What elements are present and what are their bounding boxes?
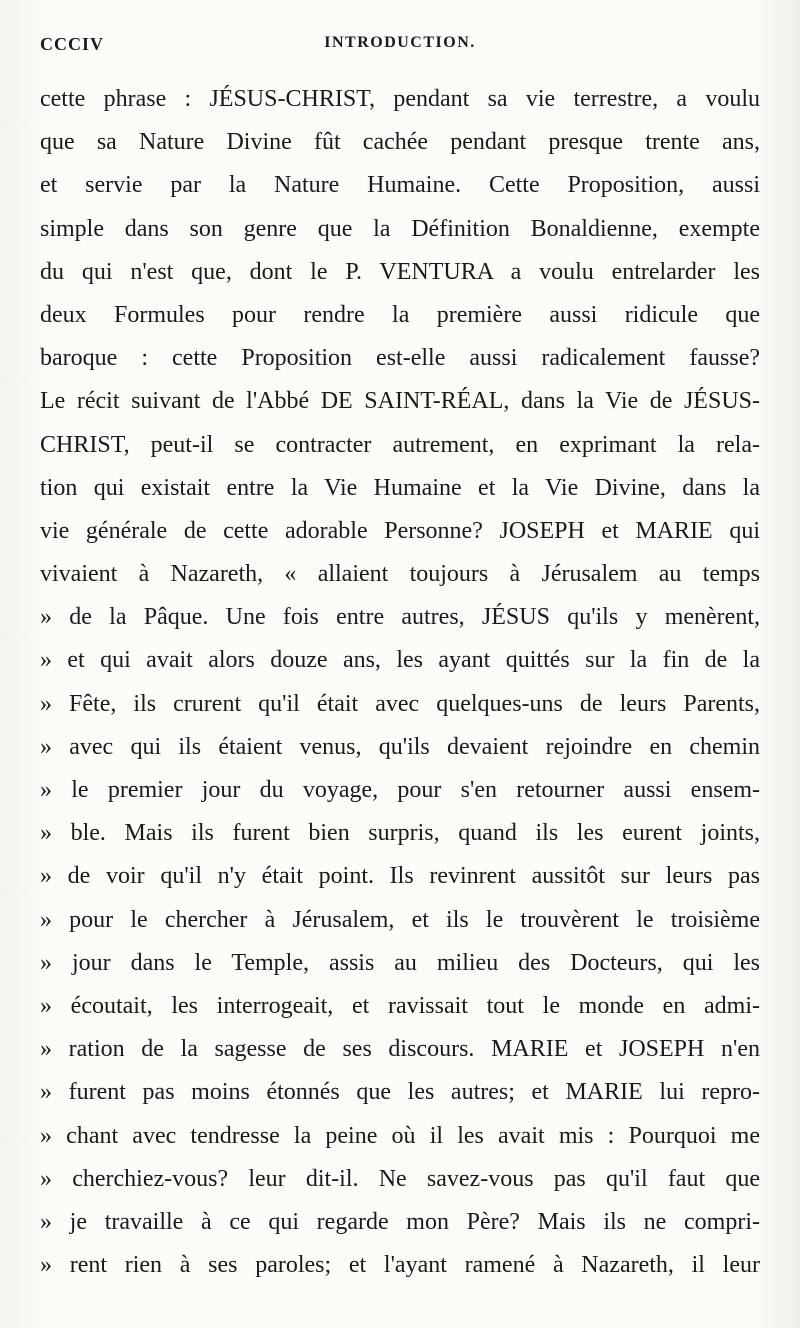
text-line: baroque : cette Proposition est-elle aussi radicalement fausse?: [40, 345, 760, 372]
body-text: [40, 78, 760, 1287]
text-line: Le récit suivant de l'Abbé DE SAINT-RÉAL, dans la Vie de JÉSUS-: [40, 388, 760, 415]
text-line: » de voir qu'il n'y était point. Ils revinrent aussitôt sur leurs pas: [40, 863, 760, 890]
running-title: INTRODUCTION.: [324, 34, 476, 51]
text-line: » jour dans le Temple, assis au milieu des Docteurs, qui les: [40, 949, 760, 976]
text-line: » avec qui ils étaient venus, qu'ils devaient rejoindre en chemin: [40, 733, 760, 760]
text-line: » je travaille à ce qui regarde mon Père? Mais ils ne compri-: [40, 1208, 760, 1235]
text-line: » de la Pâque. Une fois entre autres, JÉSUS qu'ils y menèrent,: [40, 604, 760, 631]
text-line: » ble. Mais ils furent bien surpris, quand ils les eurent joints,: [40, 820, 760, 847]
page-header: [40, 34, 760, 60]
text-line: et servie par la Nature Humaine. Cette Proposition, aussi: [40, 172, 760, 199]
text-line: » le premier jour du voyage, pour s'en retourner aussi ensem-: [40, 777, 760, 803]
text-line: » écoutait, les interrogeait, et ravissait tout le monde en admi-: [40, 992, 760, 1019]
text-line: » chant avec tendresse la peine où il les avait mis : Pourquoi me: [40, 1122, 760, 1149]
text-line: » pour le chercher à Jérusalem, et ils le trouvèrent le troisième: [40, 906, 760, 933]
text-line: » et qui avait alors douze ans, les ayant quittés sur la fin de la: [40, 647, 760, 674]
text-line: simple dans son genre que la Définition Bonaldienne, exempte: [40, 215, 760, 242]
text-line: deux Formules pour rendre la première aussi ridicule que: [40, 301, 760, 328]
text-line: » rent rien à ses paroles; et l'ayant ramené à Nazareth, il leur: [40, 1252, 760, 1279]
text-line: CHRIST, peut-il se contracter autrement, en exprimant la rela-: [40, 431, 760, 458]
text-line: que sa Nature Divine fût cachée pendant presque trente ans,: [40, 129, 760, 156]
text-line: tion qui existait entre la Vie Humaine et la Vie Divine, dans la: [40, 474, 760, 501]
text-line: vie générale de cette adorable Personne? JOSEPH et MARIE qui: [40, 517, 760, 544]
text-line: vivaient à Nazareth, « allaient toujours à Jérusalem au temps: [40, 561, 760, 588]
text-line: cette phrase : JÉSUS-CHRIST, pendant sa vie terrestre, a voulu: [40, 86, 760, 112]
text-line: » furent pas moins étonnés que les autres; et MARIE lui repro-: [40, 1079, 760, 1106]
text-line: » Fête, ils crurent qu'il était avec quelques-uns de leurs Parents,: [40, 690, 760, 717]
text-line: » ration de la sagesse de ses discours. MARIE et JOSEPH n'en: [40, 1036, 760, 1063]
page-number: CCCIV: [40, 34, 105, 54]
text-line: » cherchiez-vous? leur dit-il. Ne savez-vous pas qu'il faut que: [40, 1165, 760, 1192]
text-line: du qui n'est que, dont le P. VENTURA a voulu entrelarder les: [40, 258, 760, 285]
